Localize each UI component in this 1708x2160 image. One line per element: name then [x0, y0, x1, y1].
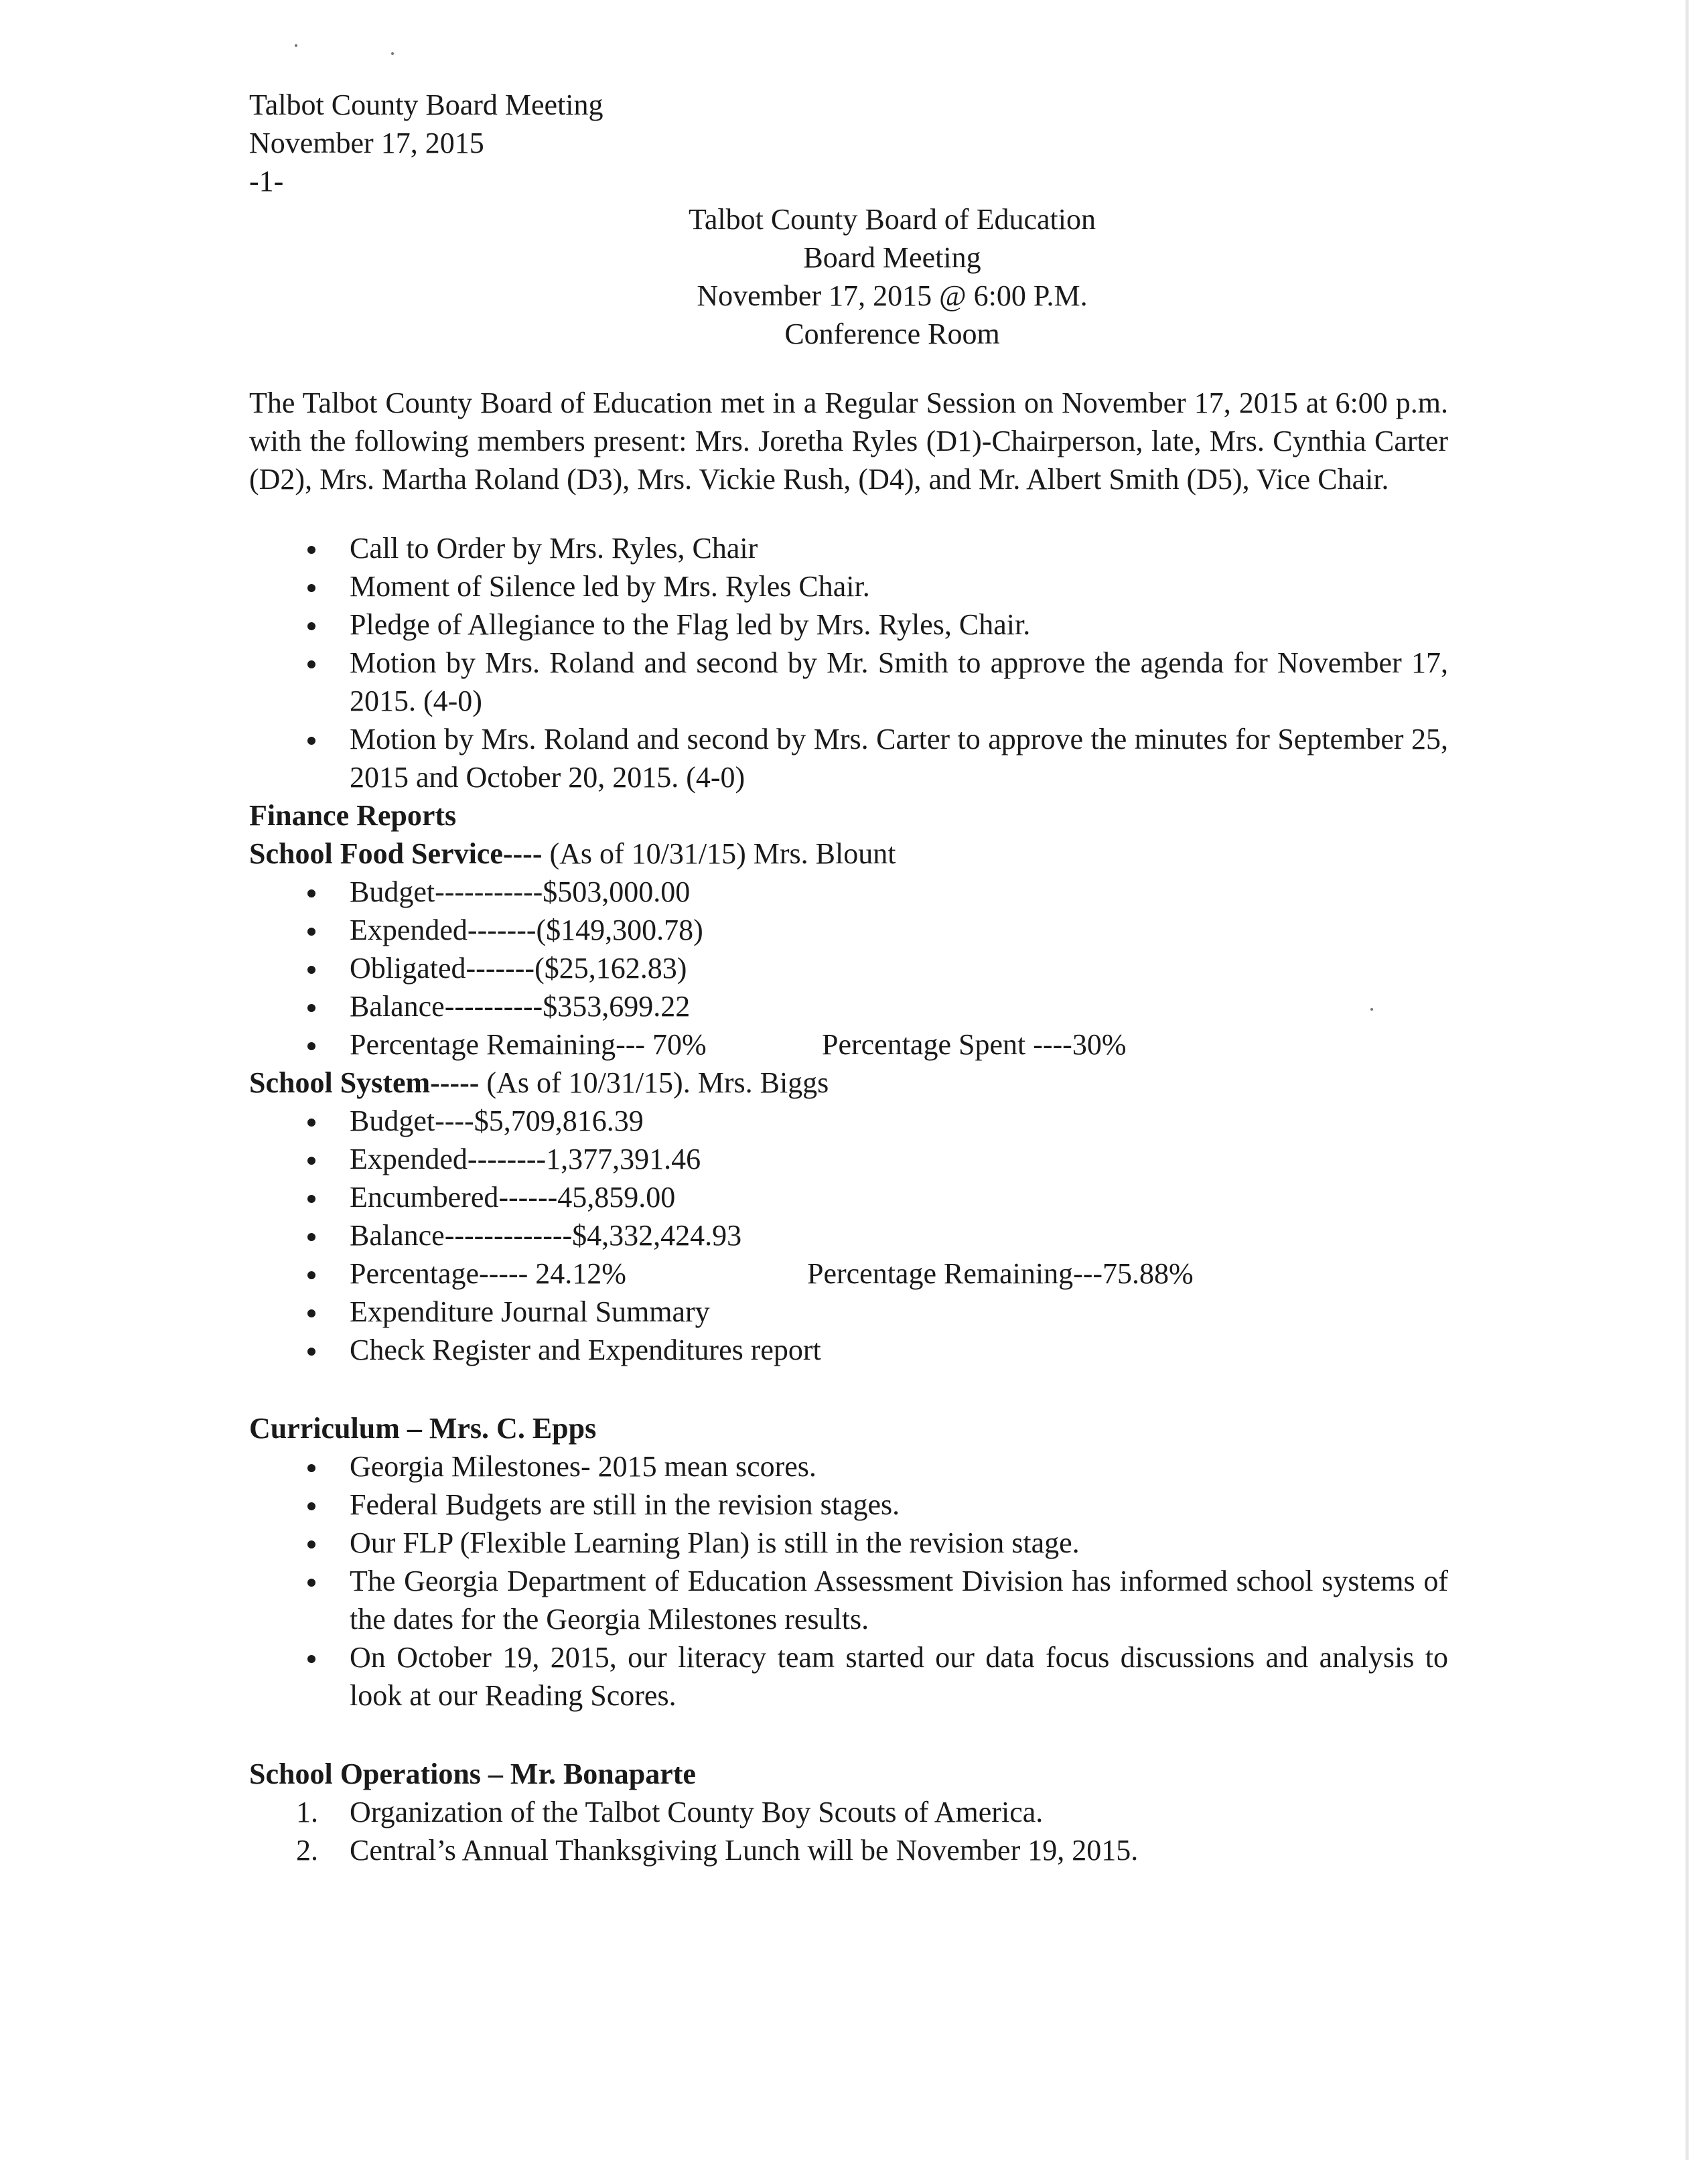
list-item: Obligated-------($25,162.83)	[249, 949, 1448, 987]
bullet-icon	[307, 1540, 315, 1549]
scan-edge-shadow	[1685, 0, 1689, 2160]
bullet-icon	[307, 1502, 315, 1510]
food-service-heading: School Food Service---- (As of 10/31/15) Mrs. Blount	[249, 837, 896, 870]
list-item: Budget-----------$503,000.00	[249, 873, 1448, 911]
list-item: On October 19, 2015, our literacy team started our data focus discussions and analysis to look at our Reading Scores.	[249, 1638, 1448, 1715]
bullet-icon	[307, 1157, 315, 1165]
finance-heading: Finance Reports	[249, 799, 457, 832]
bullet-icon	[307, 966, 315, 974]
list-item: Expenditure Journal Summary	[249, 1293, 1448, 1331]
list-item: Percentage----- 24.12% Percentage Remaining---75.88%	[249, 1254, 1448, 1293]
list-item: Call to Order by Mrs. Ryles, Chair	[249, 529, 1448, 567]
bullet-icon	[307, 622, 315, 630]
list-item: Georgia Milestones- 2015 mean scores.	[249, 1447, 1448, 1486]
intro-paragraph: The Talbot County Board of Education met in a Regular Session on November 17, 2015 at 6:00 p.m. with the following members present: Mrs. Joretha Ryles (D1)-Chairperson, late, Mrs. Cynthia Carter (D2), Mrs. Martha Roland (D3), Mrs. Vickie Rush, (D4), and Mr. Albert Smith (D5), Vice Chair.	[249, 386, 1448, 496]
list-item: 1. Organization of the Talbot County Boy Scouts of America.	[249, 1793, 1448, 1831]
bullet-icon	[307, 1464, 315, 1472]
bullet-icon	[307, 1004, 315, 1012]
food-service-list	[249, 873, 1448, 1064]
scan-speck	[391, 52, 394, 55]
meeting-location: Conference Room	[784, 317, 1000, 350]
meeting-datetime: November 17, 2015 @ 6:00 P.M.	[697, 279, 1088, 312]
running-header-title: Talbot County Board Meeting	[249, 88, 603, 121]
list-item: Balance----------$353,699.22	[249, 987, 1448, 1025]
bullet-icon	[307, 660, 315, 668]
list-item: Percentage Remaining--- 70% Percentage Spent ----30%	[249, 1025, 1448, 1064]
list-item: 2. Central’s Annual Thanksgiving Lunch will be November 19, 2015.	[249, 1831, 1448, 1869]
curriculum-heading: Curriculum – Mrs. C. Epps	[249, 1412, 597, 1445]
list-item: Expended-------($149,300.78)	[249, 911, 1448, 949]
list-item: The Georgia Department of Education Assessment Division has informed school systems of the dates for the Georgia Milestones results.	[249, 1562, 1448, 1638]
opening-items-list	[249, 529, 1448, 796]
running-header	[249, 86, 1448, 200]
spacer	[249, 1369, 1448, 1409]
operations-list	[249, 1793, 1448, 1869]
curriculum-list	[249, 1447, 1448, 1715]
item-number: 1.	[296, 1796, 318, 1828]
running-header-date: November 17, 2015	[249, 127, 484, 159]
bullet-icon	[307, 1271, 315, 1279]
percentage-spent: Percentage Spent ----30%	[822, 1028, 1127, 1061]
list-item: Motion by Mrs. Roland and second by Mrs. Carter to approve the minutes for September 25, 2015 and October 20, 2015. (4-0)	[249, 720, 1448, 796]
bullet-icon	[307, 1042, 315, 1050]
list-item: Budget----$5,709,816.39	[249, 1102, 1448, 1140]
bullet-icon	[307, 546, 315, 554]
list-item: Check Register and Expenditures report	[249, 1331, 1448, 1369]
item-number: 2.	[296, 1834, 318, 1867]
bullet-icon	[307, 928, 315, 936]
bullet-icon	[307, 584, 315, 592]
list-item: Motion by Mrs. Roland and second by Mr. Smith to approve the agenda for November 17, 2015. (4-0)	[249, 644, 1448, 720]
school-system-list	[249, 1102, 1448, 1369]
page-number: -1-	[249, 165, 284, 198]
bullet-icon	[307, 1233, 315, 1241]
list-item: Our FLP (Flexible Learning Plan) is still in the revision stage.	[249, 1524, 1448, 1562]
bullet-icon	[307, 1579, 315, 1587]
percentage-remaining: Percentage Remaining---75.88%	[807, 1257, 1194, 1290]
operations-heading: School Operations – Mr. Bonaparte	[249, 1757, 696, 1790]
meeting-type: Board Meeting	[803, 241, 981, 274]
list-item: Balance-------------$4,332,424.93	[249, 1216, 1448, 1254]
bullet-icon	[307, 1119, 315, 1127]
bullet-icon	[307, 1348, 315, 1356]
minutes-content	[249, 86, 1448, 1869]
meeting-title-block	[336, 200, 1448, 353]
spacer	[249, 1715, 1448, 1755]
list-item: Moment of Silence led by Mrs. Ryles Chair.	[249, 567, 1448, 605]
list-item: Federal Budgets are still in the revision stages.	[249, 1486, 1448, 1524]
scan-speck	[295, 44, 297, 47]
bullet-icon	[307, 889, 315, 897]
list-item: Pledge of Allegiance to the Flag led by Mrs. Ryles, Chair.	[249, 605, 1448, 644]
bullet-icon	[307, 737, 315, 745]
bullet-icon	[307, 1309, 315, 1317]
school-system-heading: School System----- (As of 10/31/15). Mrs. Biggs	[249, 1066, 829, 1099]
board-name: Talbot County Board of Education	[689, 203, 1096, 236]
list-item: Encumbered------45,859.00	[249, 1178, 1448, 1216]
bullet-icon	[307, 1655, 315, 1663]
bullet-icon	[307, 1195, 315, 1203]
list-item: Expended--------1,377,391.46	[249, 1140, 1448, 1178]
